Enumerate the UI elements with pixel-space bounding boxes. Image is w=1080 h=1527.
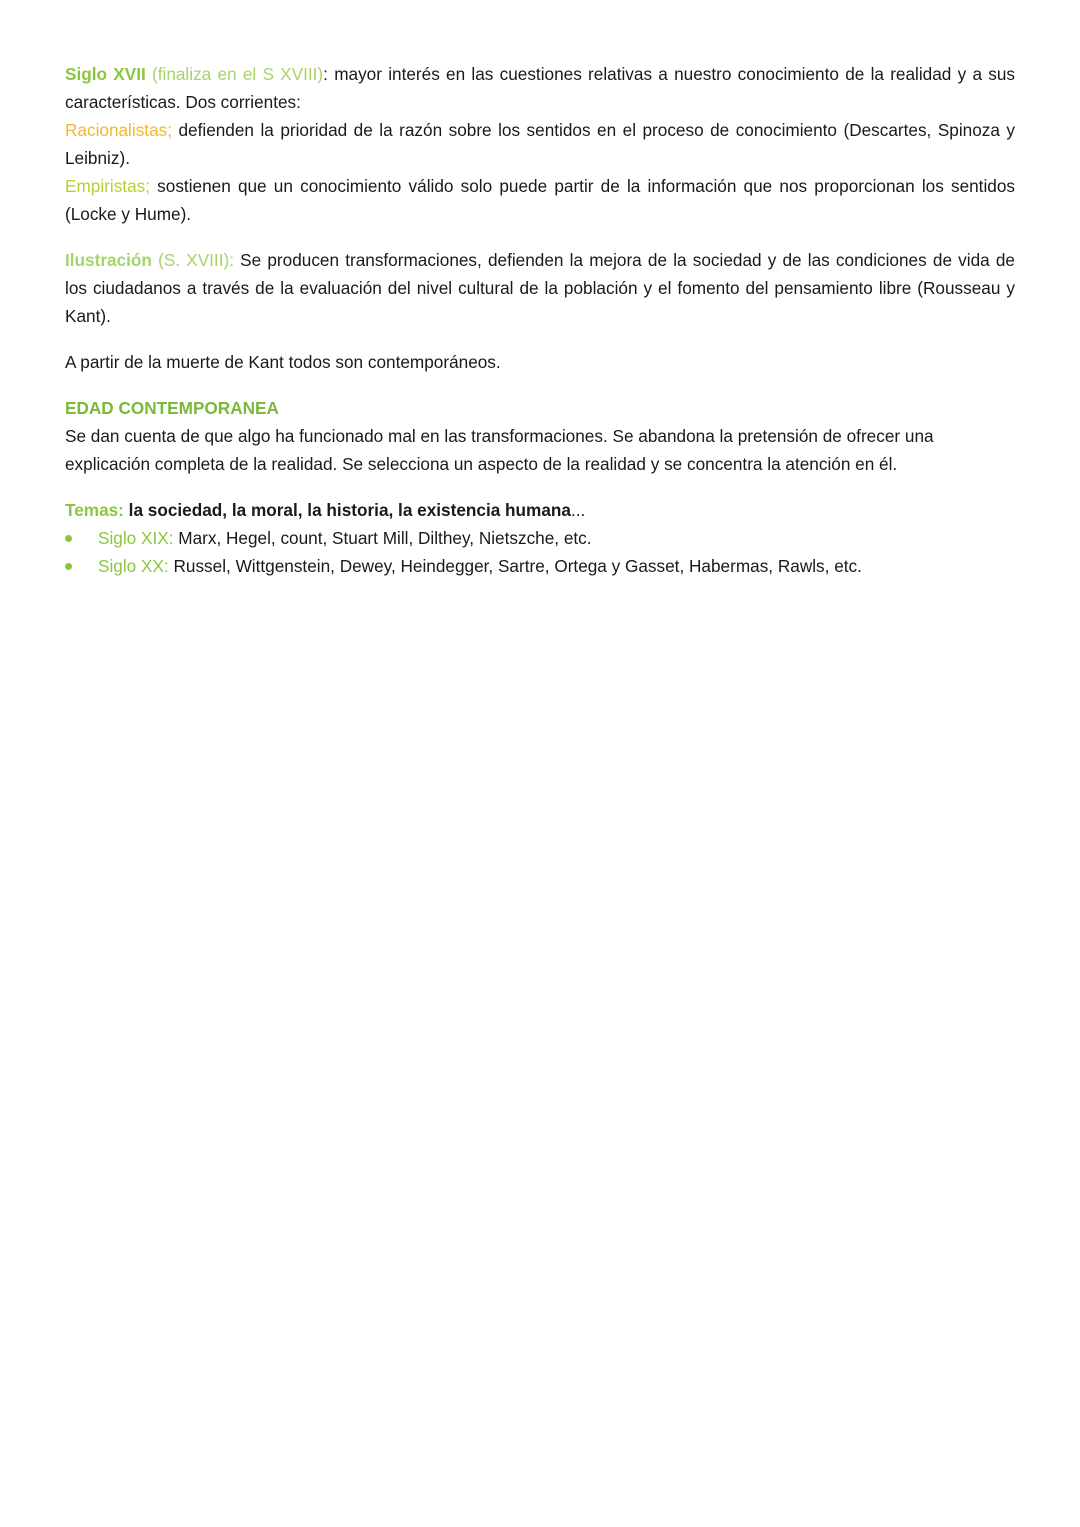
empiristas-paragraph bbox=[65, 172, 1015, 228]
temas-bold-text: la sociedad, la moral, la historia, la existencia humana bbox=[123, 500, 571, 520]
siglo-xvii-text: : mayor interés en las cuestiones relativas a nuestro conocimiento de la realidad y a sus características. Dos corrientes: bbox=[65, 64, 1016, 112]
contemporanea-text: Se dan cuenta de que algo ha funcionado mal en las transformaciones. Se abandona la pretensión de ofrecer una explicación completa de la realidad. Se selecciona un aspecto de la realidad y se concentra la atención en él. bbox=[65, 426, 934, 474]
ilustracion-paragraph bbox=[65, 246, 1015, 330]
kant-note: A partir de la muerte de Kant todos son contemporáneos. bbox=[65, 352, 501, 372]
bullet-icon bbox=[65, 563, 72, 570]
ilustracion-label: Ilustración bbox=[65, 250, 152, 270]
siglo-xx-label: Siglo XX: bbox=[98, 556, 169, 576]
siglo-xix-text: Marx, Hegel, count, Stuart Mill, Dilthey, Nietszche, etc. bbox=[173, 528, 592, 548]
ilustracion-parenthetical: (S. XVIII): bbox=[151, 250, 234, 270]
bullet-icon bbox=[65, 535, 72, 542]
list-item bbox=[65, 552, 1015, 580]
siglo-xix-label: Siglo XIX: bbox=[98, 528, 174, 548]
siglo-xvii-paragraph bbox=[65, 60, 1015, 116]
empiristas-text: sostienen que un conocimiento válido solo puede partir de la información que nos proporcionan los sentidos (Locke y Hume). bbox=[65, 176, 1015, 224]
siglo-xvii-label: Siglo XVII bbox=[65, 64, 146, 84]
racionalistas-label: Racionalistas; bbox=[65, 120, 172, 140]
racionalistas-text: defienden la prioridad de la razón sobre los sentidos en el proceso de conocimiento (Descartes, Spinoza y Leibniz). bbox=[65, 120, 1015, 168]
temas-ellipsis: ... bbox=[570, 500, 586, 520]
ilustracion-text: Se producen transformaciones, defienden la mejora de la sociedad y de las condiciones de vida de los ciudadanos a través de la evaluación del nivel cultural de la población y el fomento del pensamiento libre (Rousseau y Kant). bbox=[65, 250, 1015, 326]
temas-list bbox=[65, 524, 1015, 580]
siglo-xvii-parenthetical: (finaliza en el S XVIII) bbox=[152, 64, 324, 84]
siglo-xx-text: Russel, Wittgenstein, Dewey, Heindegger, Sartre, Ortega y Gasset, Habermas, Rawls, etc. bbox=[168, 556, 862, 576]
contemporanea-heading: EDAD CONTEMPORANEA bbox=[65, 398, 279, 418]
list-item bbox=[65, 524, 1015, 552]
document-page bbox=[65, 60, 1015, 580]
temas-paragraph bbox=[65, 496, 1015, 524]
temas-label: Temas: bbox=[65, 500, 124, 520]
racionalistas-paragraph bbox=[65, 116, 1015, 172]
empiristas-label: Empiristas; bbox=[65, 176, 150, 196]
